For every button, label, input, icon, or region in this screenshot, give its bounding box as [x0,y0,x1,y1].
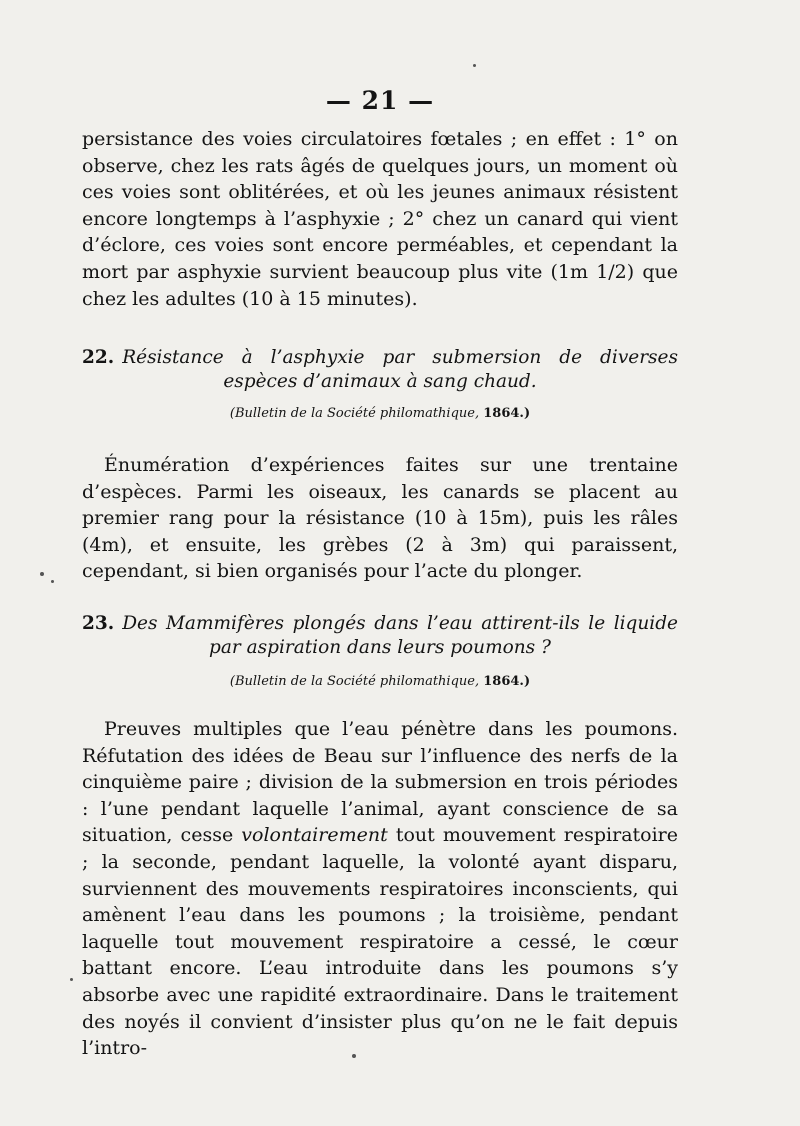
paper-speck [352,1054,356,1058]
section-23-number: 23. [82,613,115,634]
section-23-source-text: (Bulletin de la Société philomathique, [229,674,480,689]
section-23-year: 1864.) [483,674,531,689]
section-23-title [82,612,678,660]
section-22-number: 22. [82,347,115,368]
section-23-body-after: tout mouvement respiratoire ; la seconde, pendant laquelle, la volonté ayant disparu, surviennent des mouvements respiratoires inconscients, qui amènent l’eau dans les poumons ; la troisième, pendant laquelle tout mouvement respiratoire a cessé, le cœur battant encore. L’eau introduite dans les poumons s’y absorbe avec une rapidité extraordinaire. Dans le traitement des noyés il convient d’insister plus qu’on ne le fait depuis l’intro- [82,824,678,1060]
section-22-source [82,406,678,421]
section-22-title-text: Résistance à l’asphyxie par submersion de diverses espèces d’animaux à sang chaud. [122,347,678,392]
paper-speck [70,978,73,981]
section-22-title [82,346,678,394]
intro-paragraph: persistance des voies circulatoires fœtales ; en effet : 1° on observe, chez les rats âgés de quelques jours, un moment où ces voies sont oblitérées, et où les jeunes animaux résistent encore longtemps à l’asphyxie ; 2° chez un canard qui vient d’éclore, ces voies sont encore perméables, et cependant la mort par asphyxie survient beaucoup plus vite (1m 1/2) que chez les adultes (10 à 15 minutes). [82,128,678,310]
section-22-body: Énumération d’expériences faites sur une trentaine d’espèces. Parmi les oiseaux, les canards se placent au premier rang pour la résistance (10 à 15m), puis les râles (4m), et ensuite, les grèbes (2 à 3m) qui paraissent, cependant, si bien organisés pour l’acte du plonger. [82,454,678,583]
section-23-body-before: Preuves multiples que l’eau pénètre dans les poumons. Réfutation des idées de Beau sur l’influence des nerfs de la cinquième paire ; division de la submersion en trois périodes : l’une pendant laquelle l’animal, ayant conscience de sa situation, cesse [82,718,678,847]
section-22-year: 1864.) [483,406,531,421]
page-number: — 21 — [325,86,435,115]
paper-speck [473,64,476,67]
section-22-heading [82,346,678,394]
paper-speck [51,580,54,583]
section-23-body [82,716,678,1062]
section-23-heading [82,612,678,660]
section-22-source-text: (Bulletin de la Société philomathique, [229,406,480,421]
paper-speck [40,572,44,576]
intro-text-block [82,126,678,312]
section-23-source [82,674,678,689]
section-23-title-text: Des Mammifères plongés dans l’eau attirent-ils le liquide par aspiration dans leurs poumons ? [122,613,678,658]
section-23-body-block [82,716,678,1062]
section-23-body-emphasis: volontairement [241,824,388,847]
section-22-body-block [82,452,678,585]
